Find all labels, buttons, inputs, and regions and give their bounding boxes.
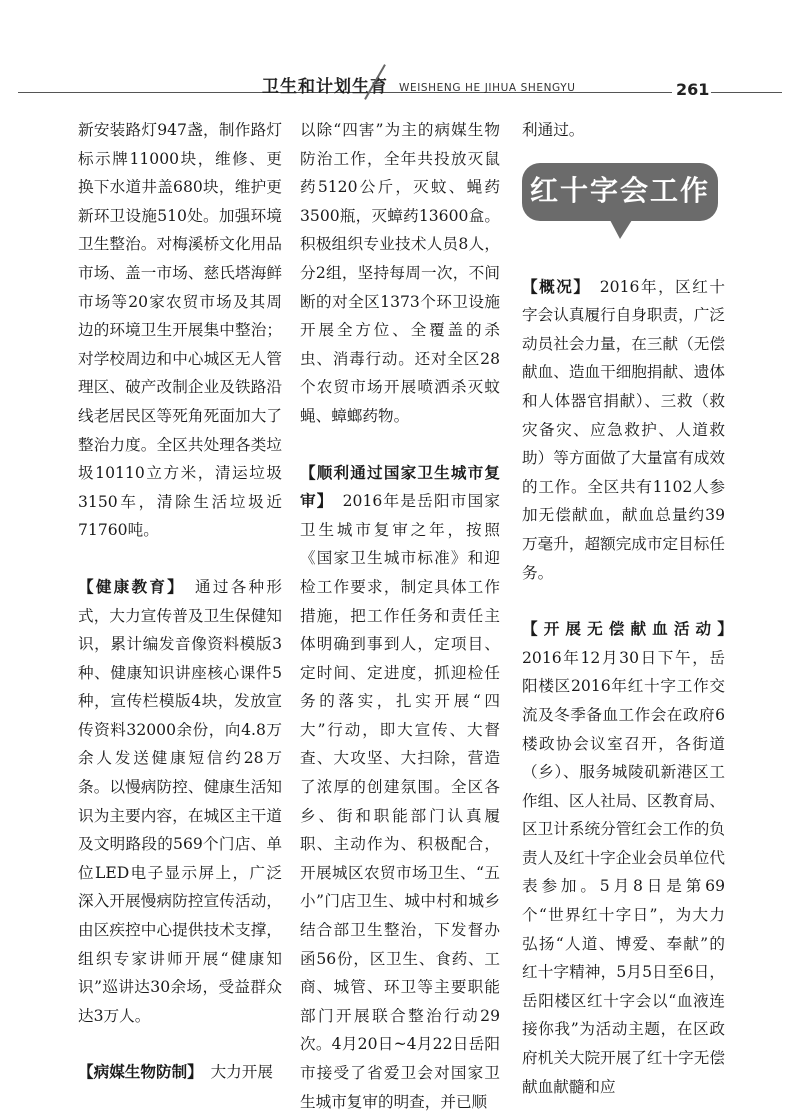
body-health-education: 通过各种形式，大力宣传普及卫生保健知识，累计编发音像资料模版3种、健康知识讲座核心课件5种，宣传栏模版4块，发放宣传资料32000余份，向4.8万余人发送健康短信约28万条。以慢病防控、健康生活知识为主要内容，在城区主干道及文明路段的569个门店、单位LED电子显示屏上，广泛深入开展慢病防控宣传活动，由区疾控中心提供技术支撑，组织专家讲师开展“健康知识”巡讲达30余场，受益群众达3万人。 xyxy=(78,577,282,1025)
paragraph-environment-sanitation: 新安装路灯947盏，制作路灯标示牌11000块，维修、更换下水道井盖680块，维护更新环卫设施510处。加强环境卫生整治。对梅溪桥文化用品市场、盖一市场、慈氏塔海鲜市场等20家农贸市场及其周边的环境卫生开展集中整治；对学校周边和中心城区无人管理区、破产改制企业及铁路沿线老居民区等死角死面加大了整治力度。全区共处理各类垃圾10110立方米，清运垃圾3150车，清除生活垃圾近71760吨。 xyxy=(78,121,282,540)
red-cross-section-title: 红十字会工作 xyxy=(529,174,710,208)
text-column-1 xyxy=(78,116,282,1087)
text-column-3 xyxy=(522,116,725,1101)
heading-blood-donation: 【开展无偿献血活动】 xyxy=(522,620,725,639)
body-overview: 2016年，区红十字会认真履行自身职责，广泛动员社会力量，在三献（无偿献血、造血干细胞捐献、遗体和人体器官捐献）、三救（救灾备灾、应急救护、人道救助）等方面做了大量富有成效的工作。全区共有1102人参加无偿献血，献血总量约39万毫升，超额完成市定目标任务。 xyxy=(522,277,725,582)
paragraph-health-city-end: 利通过。 xyxy=(522,121,585,139)
heading-national-health-city: 【顺利通过国家卫生城市复审】 xyxy=(300,463,500,511)
body-blood-donation: 2016年12月30日下午，岳阳楼区2016年红十字工作交流及冬季备血工作会在政府6楼政协会议室召开，各街道（乡）、服务城陵矶新港区工作组、区人社局、区教育局、区卫计系统分管红会工作的负责人及红十字企业会员单位代表参加。5月8日是第69个“世界红十字日”，为大力弘扬“人道、博爱、奉献”的红十字精神，5月5日至6日，岳阳楼区红十字会以“血液连接你我”为活动主题，在区政府机关大院开展了红十字无偿献血献髓和应 xyxy=(522,648,725,1096)
paragraph-vector-control xyxy=(78,1058,282,1087)
heading-health-education: 【健康教育】 xyxy=(78,577,178,596)
section-title-chinese: 卫生和计划生育 xyxy=(262,77,388,97)
body-national-health-city: 2016年是岳阳市国家卫生城市复审之年，按照《国家卫生城市标准》和迎检工作要求，制定具体工作措施，把工作任务和责任主体明确到事到人，定项目、定时间、定进度，抓迎检任务的落实，扎实开展“四大”行动，即大宣传、大督查、大攻坚、大扫除，营造了浓厚的创建氛围。全区各乡、街和职能部门认真履职、主动作为、积极配合，开展城区农贸市场卫生、“五小”门店卫生、城中村和城乡结合部卫生整治，下发督办函56份，区卫生、食药、工商、城管、环卫等主要职能部门开展联合整治行动29次。4月20日~4月22日岳阳市接受了省爱卫会对国家卫生城市复审的明查，并已顺 xyxy=(300,492,500,1111)
page-header xyxy=(0,0,805,110)
heading-overview: 【概况】 xyxy=(522,277,583,296)
heading-vector-control: 【病媒生物防制】 xyxy=(78,1063,195,1082)
body-vector-control-start: 大力开展 xyxy=(210,1063,273,1082)
page-number: 261 xyxy=(672,80,711,99)
section-title-pinyin: WEISHENG HE JIHUA SHENGYU xyxy=(399,82,576,94)
paragraph-blood-donation xyxy=(522,615,725,1101)
red-cross-section-banner xyxy=(522,163,718,221)
text-column-2 xyxy=(300,116,500,1116)
paragraph-red-cross-overview xyxy=(522,273,725,588)
paragraph-national-health-city xyxy=(300,459,500,1116)
paragraph-vector-control-cont: 以除“四害”为主的病媒生物防治工作，全年共投放灭鼠药5120公斤，灭蚊、蝇药3500瓶，灭蟑药13600盒。积极组织专业技术人员8人，分2组，坚持每周一次，不间断的对全区1373个环卫设施开展全方位、全覆盖的杀虫、消毒行动。还对全区28个农贸市场开展喷洒杀灭蚊蝇、蟑螂药物。 xyxy=(300,121,500,425)
paragraph-health-education xyxy=(78,573,282,1031)
